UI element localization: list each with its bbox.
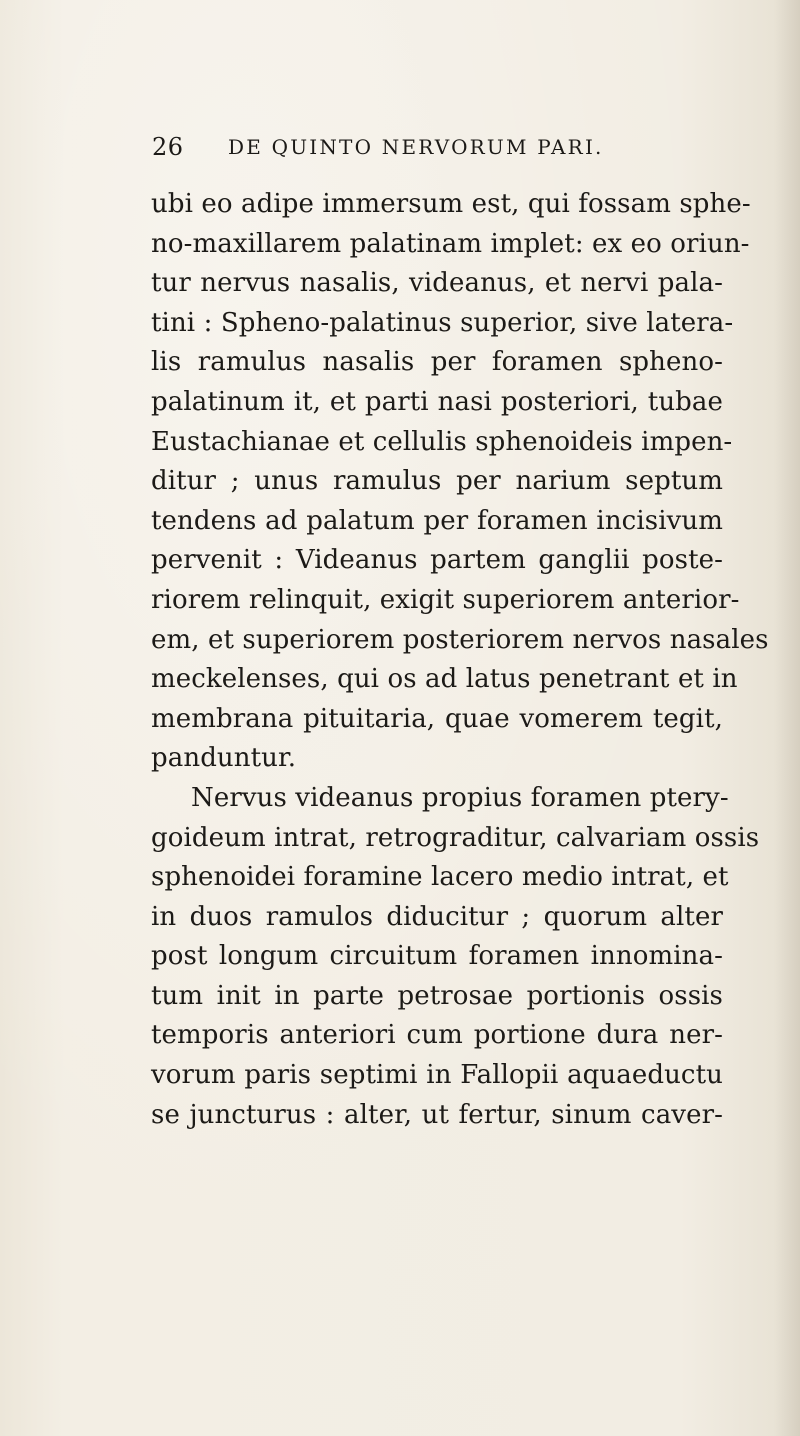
running-title: DE QUINTO NERVORUM PARI.	[228, 135, 604, 159]
text-line: meckelenses, qui os ad latus penetrant et in	[151, 664, 738, 695]
text-line: se juncturus : alter, ut fertur, sinum caver-	[151, 1099, 723, 1130]
text-line: tur nervus nasalis, videanus, et nervi pala-	[151, 268, 723, 299]
text-line: palatinum it, et parti nasi posteriori, tubae	[151, 386, 723, 417]
text-line: Eustachianae et cellulis sphenoideis impen-	[151, 426, 733, 457]
text-line: goideum intrat, retrograditur, calvariam ossis	[151, 822, 760, 853]
text-line-paragraph-start: Nervus videanus propius foramen ptery-	[191, 782, 729, 813]
text-line: lis ramulus nasalis per foramen spheno-	[151, 347, 723, 378]
text-line: no-maxillarem palatinam implet: ex eo oriun-	[151, 228, 750, 259]
text-line: riorem relinquit, exigit superiorem anterior-	[151, 584, 740, 615]
text-line: vorum paris septimi in Fallopii aquaeductu	[151, 1060, 723, 1091]
text-line: ditur ; unus ramulus per narium septum	[151, 466, 723, 497]
text-line-paragraph-end: panduntur.	[151, 743, 297, 774]
page-number: 26	[152, 133, 184, 161]
text-line: in duos ramulos diducitur ; quorum alter	[151, 901, 723, 932]
text-line: em, et superiorem posteriorem nervos nasales	[151, 624, 769, 655]
text-line: tendens ad palatum per foramen incisivum	[151, 505, 723, 536]
text-line: tini : Spheno-palatinus superior, sive latera-	[151, 307, 734, 338]
text-line: ubi eo adipe immersum est, qui fossam sphe-	[151, 189, 751, 219]
text-line: tum init in parte petrosae portionis ossis	[151, 980, 723, 1011]
body-text	[151, 185, 769, 1135]
text-line: pervenit : Videanus partem ganglii poste-	[151, 545, 723, 576]
page-header	[152, 133, 712, 167]
text-line: post longum circuitum foramen innomina-	[151, 941, 723, 972]
page-edge-shadow	[774, 0, 800, 1436]
text-line: membrana pituitaria, quae vomerem tegit,	[151, 703, 723, 734]
text-line: temporis anteriori cum portione dura ner-	[151, 1020, 723, 1051]
text-line: sphenoidei foramine lacero medio intrat, et	[151, 862, 729, 893]
